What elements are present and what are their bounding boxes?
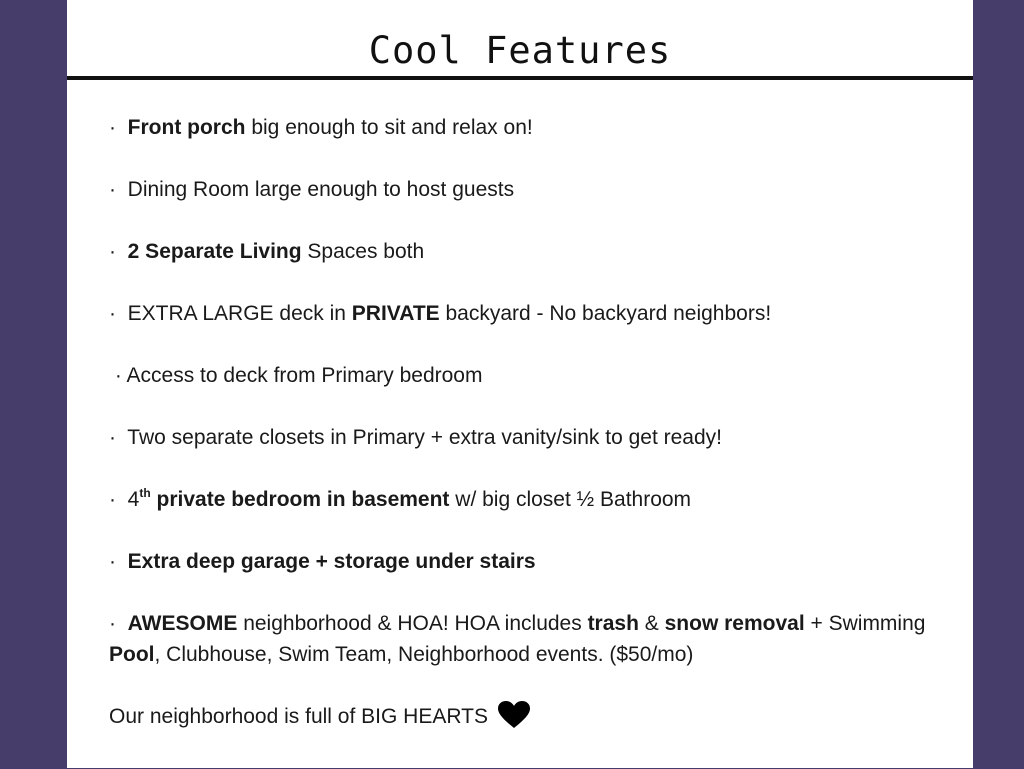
- feature-bold-text: trash: [587, 612, 639, 635]
- feature-text: w/ big closet ½ Bathroom: [449, 488, 692, 511]
- feature-bold-text: Pool: [109, 643, 155, 666]
- bullet: ·: [109, 240, 116, 263]
- feature-text: EXTRA LARGE deck in: [127, 302, 352, 325]
- page-title: Cool Features: [368, 29, 672, 72]
- feature-text: &: [638, 612, 665, 635]
- feature-living-spaces: [109, 236, 949, 267]
- bullet: ·: [109, 178, 116, 201]
- bullet: ·: [109, 116, 116, 139]
- title-divider: [67, 76, 973, 80]
- bullet: ·: [109, 426, 116, 449]
- feature-bold-text: private bedroom in basement: [150, 488, 450, 511]
- feature-text: Access to deck from Primary bedroom: [126, 364, 483, 387]
- feature-dining-room: [109, 174, 949, 205]
- feature-bold-text: Extra deep garage + storage under stairs: [127, 550, 536, 573]
- feature-front-porch: [109, 112, 949, 143]
- heart-icon: [498, 701, 530, 738]
- feature-text: big enough to sit and relax on!: [245, 116, 533, 139]
- bullet: ·: [114, 364, 122, 387]
- feature-garage: [109, 546, 949, 577]
- bullet: ·: [109, 488, 116, 511]
- feature-closets: [109, 422, 949, 453]
- bullet: ·: [109, 550, 116, 573]
- feature-text: Our neighborhood is full of BIG HEARTS: [109, 705, 488, 728]
- document-page: [67, 0, 973, 768]
- feature-text: Dining Room large enough to host guests: [127, 178, 515, 201]
- feature-bold-text: Front porch: [127, 116, 246, 139]
- feature-bold-text: 2 Separate Living: [127, 240, 302, 263]
- feature-list: [109, 112, 949, 769]
- bullet: ·: [109, 612, 116, 635]
- feature-text: Two separate closets in Primary + extra vanity/sink to get ready!: [127, 426, 722, 449]
- feature-text: + Swimming: [804, 612, 926, 635]
- feature-basement-bedroom: [109, 484, 949, 515]
- feature-deck: [109, 298, 949, 329]
- feature-bold-text: PRIVATE: [351, 302, 440, 325]
- feature-text: neighborhood & HOA! HOA includes: [237, 612, 588, 635]
- ordinal-suffix: th: [139, 486, 151, 500]
- feature-bold-text: AWESOME: [127, 612, 238, 635]
- feature-text: , Clubhouse, Swim Team, Neighborhood events. ($50/mo): [154, 643, 694, 666]
- feature-text: Spaces both: [301, 240, 425, 263]
- feature-neighborhood-hoa: [109, 608, 949, 670]
- feature-number: 4: [127, 488, 140, 511]
- feature-text: backyard - No backyard neighbors!: [439, 302, 772, 325]
- feature-bold-text: snow removal: [664, 612, 805, 635]
- bullet: ·: [109, 302, 116, 325]
- feature-big-hearts: [109, 701, 949, 738]
- feature-deck-access: [109, 360, 949, 391]
